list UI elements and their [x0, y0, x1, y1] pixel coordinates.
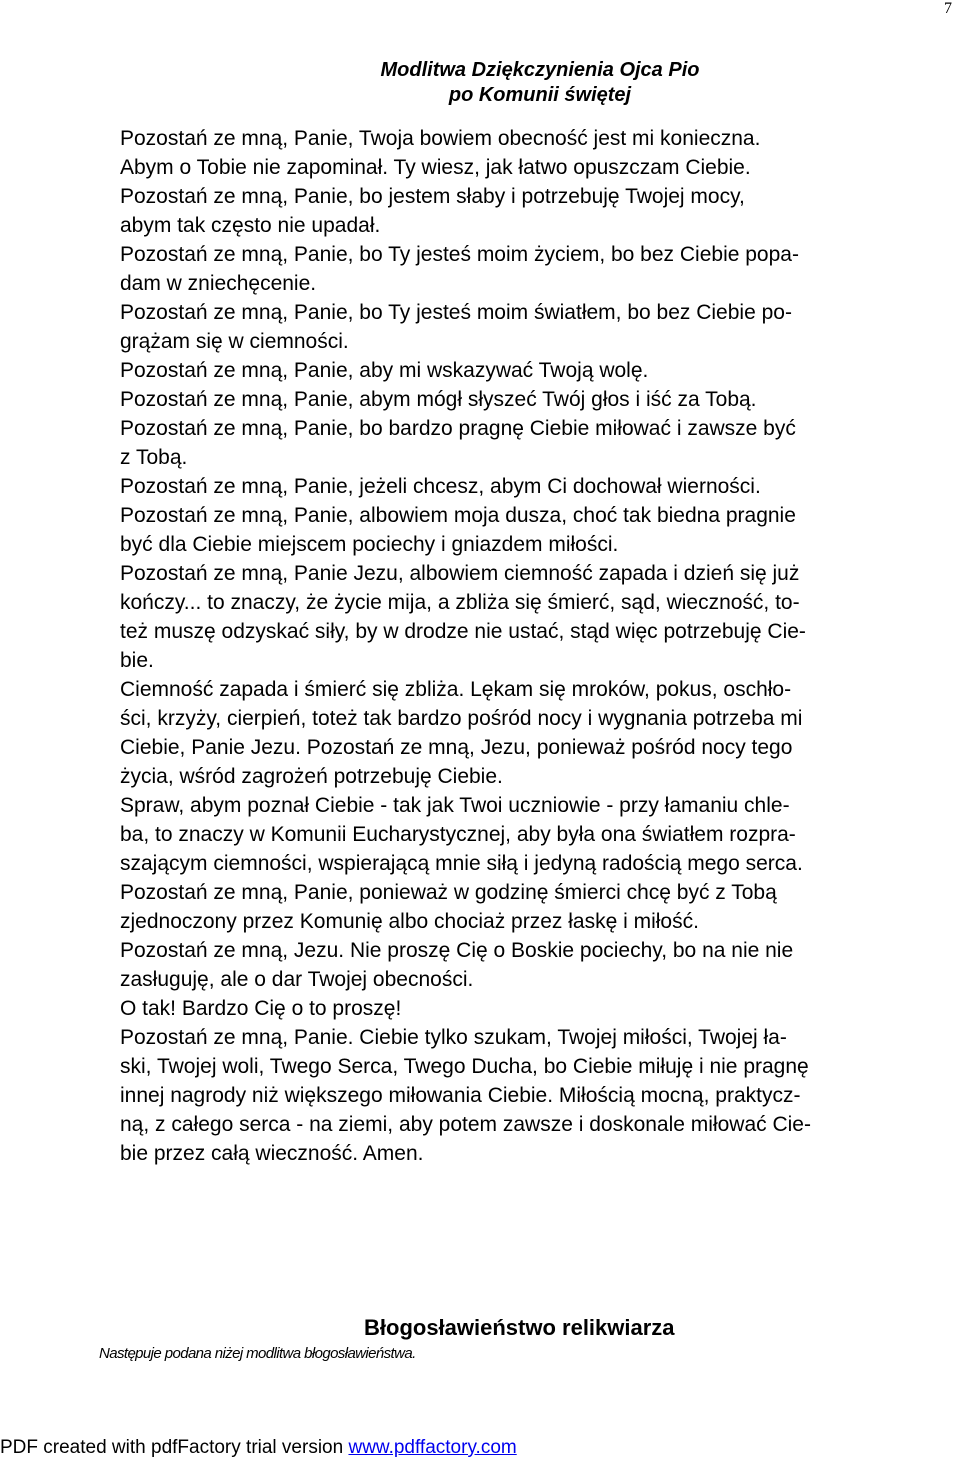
prayer-line: ną, z całego serca - na ziemi, aby potem zawsze i doskonale miłować Cie-: [120, 1113, 811, 1136]
prayer-line: bie przez całą wieczność. Amen.: [120, 1142, 424, 1165]
prayer-line: Pozostań ze mną, Panie, bo bardzo pragnę Ciebie miłować i zawsze być: [120, 417, 796, 440]
prayer-line: Pozostań ze mną, Panie, jeżeli chcesz, abym Ci dochował wierności.: [120, 475, 761, 498]
prayer-paragraph: [99, 675, 937, 791]
prayer-line: Abym o Tobie nie zapominał. Ty wiesz, jak łatwo opuszczam Ciebie.: [120, 156, 751, 179]
prayer-body: [99, 124, 937, 1168]
prayer-line: Pozostań ze mną, Panie. Ciebie tylko szukam, Twojej miłości, Twojej ła-: [120, 1026, 787, 1049]
prayer-line: zjednoczony przez Komunię albo chociaż przez łaskę i miłość.: [120, 910, 699, 933]
prayer-paragraph: [99, 240, 937, 298]
prayer-line: ba, to znaczy w Komunii Eucharystycznej, aby była ona światłem rozpra-: [120, 823, 796, 846]
prayer-line: dam w zniechęcenie.: [120, 272, 317, 295]
prayer-line: O tak! Bardzo Cię o to proszę!: [120, 997, 402, 1020]
prayer-line: też muszę odzyskać siły, by w drodze nie ustać, stąd więc potrzebuję Cie-: [120, 620, 806, 643]
prayer-line: Pozostań ze mną, Panie, bo Ty jesteś moim życiem, bo bez Ciebie popa-: [120, 243, 799, 266]
prayer-title: Modlitwa Dziękczynienia Ojca Pio: [380, 59, 700, 81]
prayer-paragraph: [99, 791, 937, 878]
prayer-line: Pozostań ze mną, Panie, ponieważ w godzinę śmierci chcę być z Tobą: [120, 881, 777, 904]
page-number: 7: [944, 0, 952, 17]
prayer-line: Pozostań ze mną, Panie, aby mi wskazywać Twoją wolę.: [120, 359, 649, 382]
prayer-paragraph: [99, 472, 937, 501]
prayer-line: Pozostań ze mną, Jezu. Nie proszę Cię o Boskie pociechy, bo na nie nie: [120, 939, 794, 962]
prayer-line: zasługuję, ale o dar Twojej obecności.: [120, 968, 474, 991]
prayer-paragraph: [99, 414, 937, 472]
prayer-line: Ciemność zapada i śmierć się zbliża. Lękam się mroków, pokus, oschło-: [120, 678, 792, 701]
prayer-line: Pozostań ze mną, Panie, Twoja bowiem obecność jest mi konieczna.: [120, 127, 761, 150]
prayer-line: abym tak często nie upadał.: [120, 214, 381, 237]
prayer-line: ści, krzyży, cierpień, toteż tak bardzo pośród nocy i wygnania potrzeba mi: [120, 707, 803, 730]
prayer-line: ski, Twojej woli, Twego Serca, Twego Ducha, bo Ciebie miłuję i nie pragnę: [120, 1055, 809, 1078]
prayer-line: Ciebie, Panie Jezu. Pozostań ze mną, Jezu, ponieważ pośród nocy tego: [120, 736, 793, 759]
prayer-line: życia, wśród zagrożeń potrzebuję Ciebie.: [120, 765, 503, 788]
prayer-line: być dla Ciebie miejscem pociechy i gniazdem miłości.: [120, 533, 619, 556]
prayer-paragraph: [99, 559, 937, 675]
prayer-paragraph: [99, 356, 937, 385]
prayer-line: kończy... to znaczy, że życie mija, a zbliża się śmierć, sąd, wieczność, to-: [120, 591, 800, 614]
prayer-line: Pozostań ze mną, Panie, bo Ty jesteś moim światłem, bo bez Ciebie po-: [120, 301, 792, 324]
section-note: Następuje podana niżej modlitwa błogosławieństwa.: [99, 1345, 416, 1362]
prayer-paragraph: [99, 385, 937, 414]
prayer-paragraph: [99, 298, 937, 356]
prayer-line: Pozostań ze mną, Panie, bo jestem słaby i potrzebuję Twojej mocy,: [120, 185, 745, 208]
pdf-footer: [0, 1437, 517, 1459]
prayer-line: Pozostań ze mną, Panie, albowiem moja dusza, choć tak biedna pragnie: [120, 504, 796, 527]
prayer-paragraph: [99, 153, 937, 182]
footer-link[interactable]: www.pdffactory.com: [348, 1437, 517, 1458]
prayer-paragraph: [99, 124, 937, 153]
prayer-subtitle: po Komunii świętej: [448, 84, 632, 106]
prayer-line: Pozostań ze mną, Panie Jezu, albowiem ciemność zapada i dzień się już: [120, 562, 800, 585]
prayer-line: grążam się w ciemności.: [120, 330, 349, 353]
prayer-line: Spraw, abym poznał Ciebie - tak jak Twoi uczniowie - przy łamaniu chle-: [120, 794, 790, 817]
prayer-line: innej nagrody niż większego miłowania Ciebie. Miłością mocną, praktycz-: [120, 1084, 801, 1107]
footer-text: PDF created with pdfFactory trial version: [0, 1437, 349, 1458]
prayer-paragraph: [99, 1023, 937, 1168]
prayer-paragraph: [99, 182, 937, 240]
prayer-paragraph: [99, 878, 937, 936]
prayer-line: bie.: [120, 649, 154, 672]
prayer-line: szającym ciemności, wspierającą mnie siłą i jedyną radością mego serca.: [120, 852, 803, 875]
prayer-line: Pozostań ze mną, Panie, abym mógł słyszeć Twój głos i iść za Tobą.: [120, 388, 757, 411]
prayer-line: z Tobą.: [120, 446, 188, 469]
section-heading: Błogosławieństwo relikwiarza: [364, 1315, 675, 1340]
prayer-paragraph: [99, 936, 937, 994]
prayer-paragraph: [99, 501, 937, 559]
prayer-paragraph: [99, 994, 937, 1023]
